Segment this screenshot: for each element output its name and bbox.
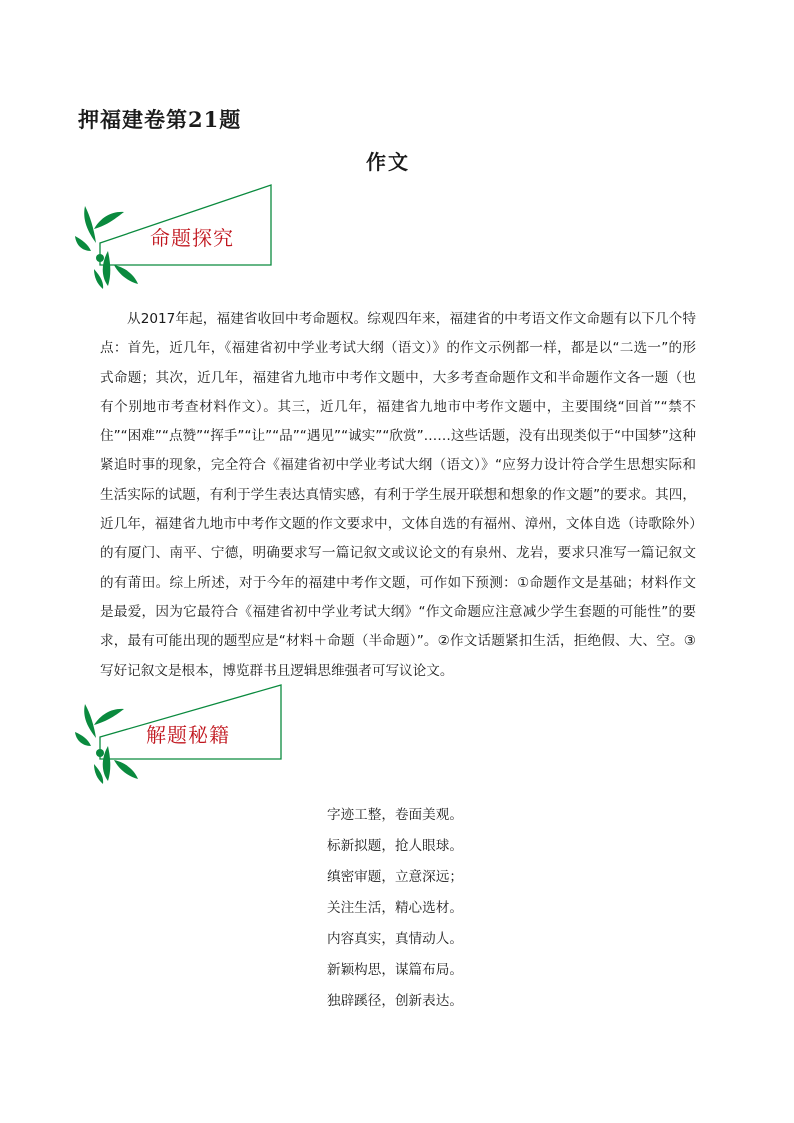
intro-paragraph: 从2017年起，福建省收回中考命题权。综观四年来，福建省的中考语文作文命题有以下几个特点：首先，近几年，《福建省初中学业考试大纲（语文）》的作文示例都一样，都是以“二选一”的形式命题；其次，近几年，福建省九地市中考作文题中，大多考查命题作文和半命题作文各一题（也有个别地市考查材料作文）。其三，近几年，福建省九地市中考作文题中，主要围绕“回首”“禁不住”“困难”“点赞”“挥手”“让”“品”“遇见”“诚实”“欣赏”……这些话题，没有出现类似于“中国梦”这种紧追时事的现象，完全符合《福建省初中学业考试大纲（语文）》“应努力设计符合学生思想实际和生活实际的试题，有利于学生表达真情实感，有利于学生展开联想和想象的作文题”的要求。其四，近几年，福建省九地市中考作文题的作文要求中，文体自选的有福州、漳州，文体自选（诗歌除外）的有厦门、南平、宁德，明确要求写一篇记叙文或议论文的有泉州、龙岩，要求只准写一篇记叙文的有莆田。综上所述，对于今年的福建中考作文题，可作如下预测：①命题作文是基础；材料作文是最爱，因为它最符合《福建省初中学业考试大纲》“作文命题应注意减少学生套题的可能性”的要求，最有可能出现的题型应是“材料＋命题（半命题）”。②作文话题紧扣生活，拒绝假、大、空。③写好记叙文是根本，博览群书且逻辑思维强者可写议论文。 xyxy=(100,311,696,679)
section-banner-secrets xyxy=(72,685,282,785)
tip-line: 字迹工整，卷面美观。 xyxy=(327,807,463,823)
tip-line: 独辟蹊径，创新表达。 xyxy=(327,993,463,1009)
tip-line: 关注生活，精心选材。 xyxy=(327,900,463,916)
section-banner-proposition xyxy=(72,185,272,290)
tips-list xyxy=(327,805,463,1022)
essay-subtitle: 作文 xyxy=(366,150,410,174)
tip-line: 标新拟题，抢人眼球。 xyxy=(327,838,463,854)
tip-line: 缜密审题，立意深远； xyxy=(327,869,463,885)
section-label-secrets: 解题秘籍 xyxy=(146,723,230,747)
section-label-proposition: 命题探究 xyxy=(150,226,234,250)
page-title: 押福建卷第21题 xyxy=(78,107,242,132)
tip-line: 内容真实，真情动人。 xyxy=(327,931,463,947)
tip-line: 新颖构思，谋篇布局。 xyxy=(327,962,463,978)
